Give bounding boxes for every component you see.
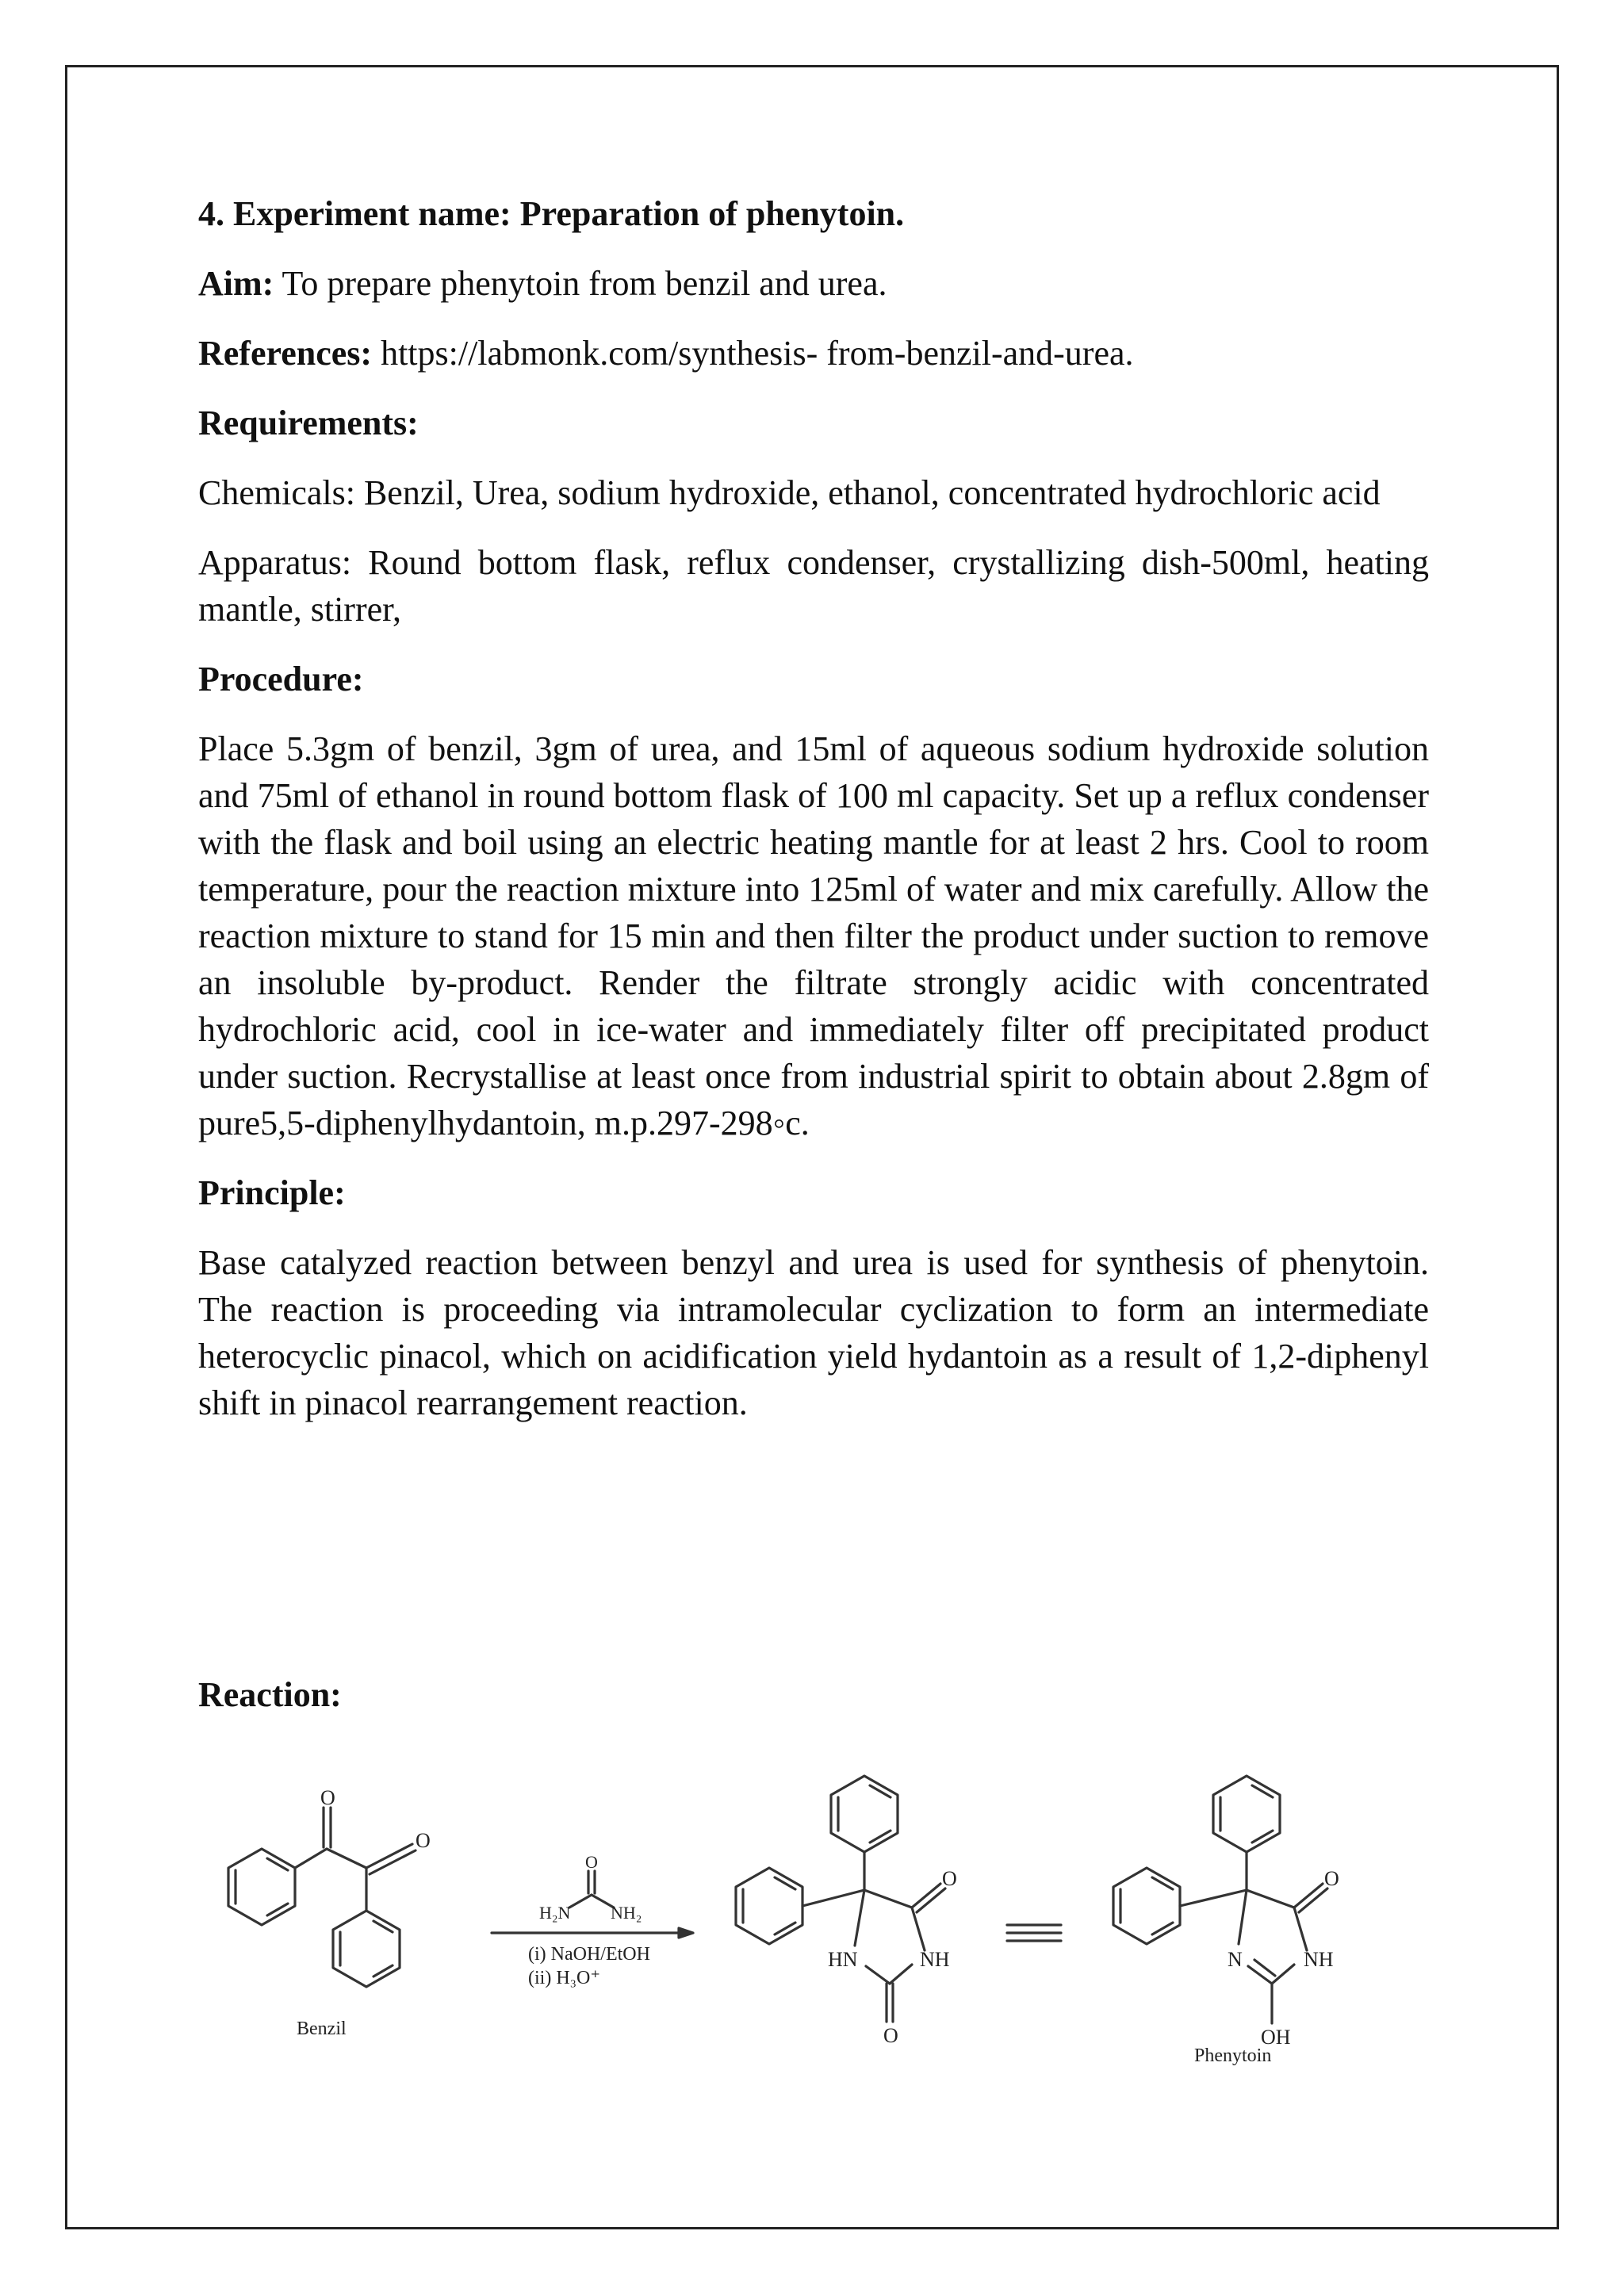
condition-1: (i) NaOH/EtOH <box>528 1944 650 1965</box>
equivalence-sign <box>1007 1925 1061 1941</box>
document-body <box>198 190 1429 1426</box>
aim-line <box>198 260 1429 307</box>
principle-text: Base catalyzed reaction between benzyl and urea is used for synthesis of phenytoin. The reaction is proceeding via intramolecular cyclization to form an intermediate heterocyclic pinacol, which on acidification yield hydantoin as a result of 1,2-diphenyl shift in pinacol rearrangement reaction. <box>198 1243 1429 1422</box>
procedure-heading: Procedure: <box>198 660 364 698</box>
benzil-oxygen-right: O <box>416 1829 431 1852</box>
reagent-nh2: NH₂ <box>611 1903 642 1923</box>
references-label: References: <box>198 334 373 373</box>
diketo-nh: NH <box>920 1948 950 1971</box>
benzil-structure <box>228 1808 416 1987</box>
aim-label: Aim: <box>198 264 274 303</box>
phenytoin-enol-structure <box>1113 1776 1327 2023</box>
reagent-oxygen: O <box>585 1852 598 1872</box>
reaction-scheme <box>0 1728 1624 2172</box>
references-line <box>198 330 1429 377</box>
procedure-text: Place 5.3gm of benzil, 3gm of urea, and 15ml of aqueous sodium hydroxide solution and 75ml of ethanol in round bottom flask of 100 ml capacity. Set up a reflux condenser with the flask and boil using an electric heating mantle for at least 2 hrs. Cool to room temperature, pour the reaction mixture into 125ml of water and mix carefully. Allow the reaction mixture to stand for 15 min and then filter the product under suction to remove an insoluble by-product. Render the filtrate strongly acidic with concentrated hydrochloric acid, cool in ice-water and immediately filter off precipitated product under suction. Recrystallise at least once from industrial spirit to obtain about 2.8gm of pure5,5-diphenylhydantoin, m.p.297-298◦c. <box>198 729 1429 1142</box>
reaction-section <box>198 1671 342 1718</box>
experiment-title: 4. Experiment name: Preparation of phenytoin. <box>198 194 905 233</box>
reaction-arrow <box>492 1871 693 1938</box>
enol-oxygen-right: O <box>1324 1867 1339 1890</box>
references-text: https://labmonk.com/synthesis- from-benzil-and-urea. <box>372 334 1134 373</box>
diketo-hn: HN <box>828 1948 858 1971</box>
condition-2: (ii) H₃O⁺ <box>528 1968 601 1988</box>
aim-text: To prepare phenytoin from benzil and urea. <box>274 264 887 303</box>
diketo-oxygen-bottom: O <box>883 2024 898 2047</box>
benzil-oxygen-top: O <box>320 1786 335 1809</box>
phenytoin-diketo-structure <box>736 1776 945 2022</box>
enol-oh: OH <box>1261 2026 1291 2049</box>
reagent-h2n: H₂N <box>539 1903 571 1923</box>
apparatus-text: Apparatus: Round bottom flask, reflux condenser, crystallizing dish-500ml, heating mantle, stirrer, <box>198 543 1429 629</box>
enol-nh: NH <box>1304 1948 1334 1971</box>
requirements-heading: Requirements: <box>198 404 419 442</box>
chemicals-text: Chemicals: Benzil, Urea, sodium hydroxide, ethanol, concentrated hydrochloric acid <box>198 473 1381 512</box>
enol-n: N <box>1228 1948 1243 1971</box>
reaction-heading: Reaction: <box>198 1675 342 1714</box>
phenytoin-label: Phenytoin <box>1194 2045 1272 2066</box>
principle-heading: Principle: <box>198 1173 346 1212</box>
benzil-label: Benzil <box>297 2019 347 2039</box>
diketo-oxygen-right: O <box>942 1867 957 1890</box>
